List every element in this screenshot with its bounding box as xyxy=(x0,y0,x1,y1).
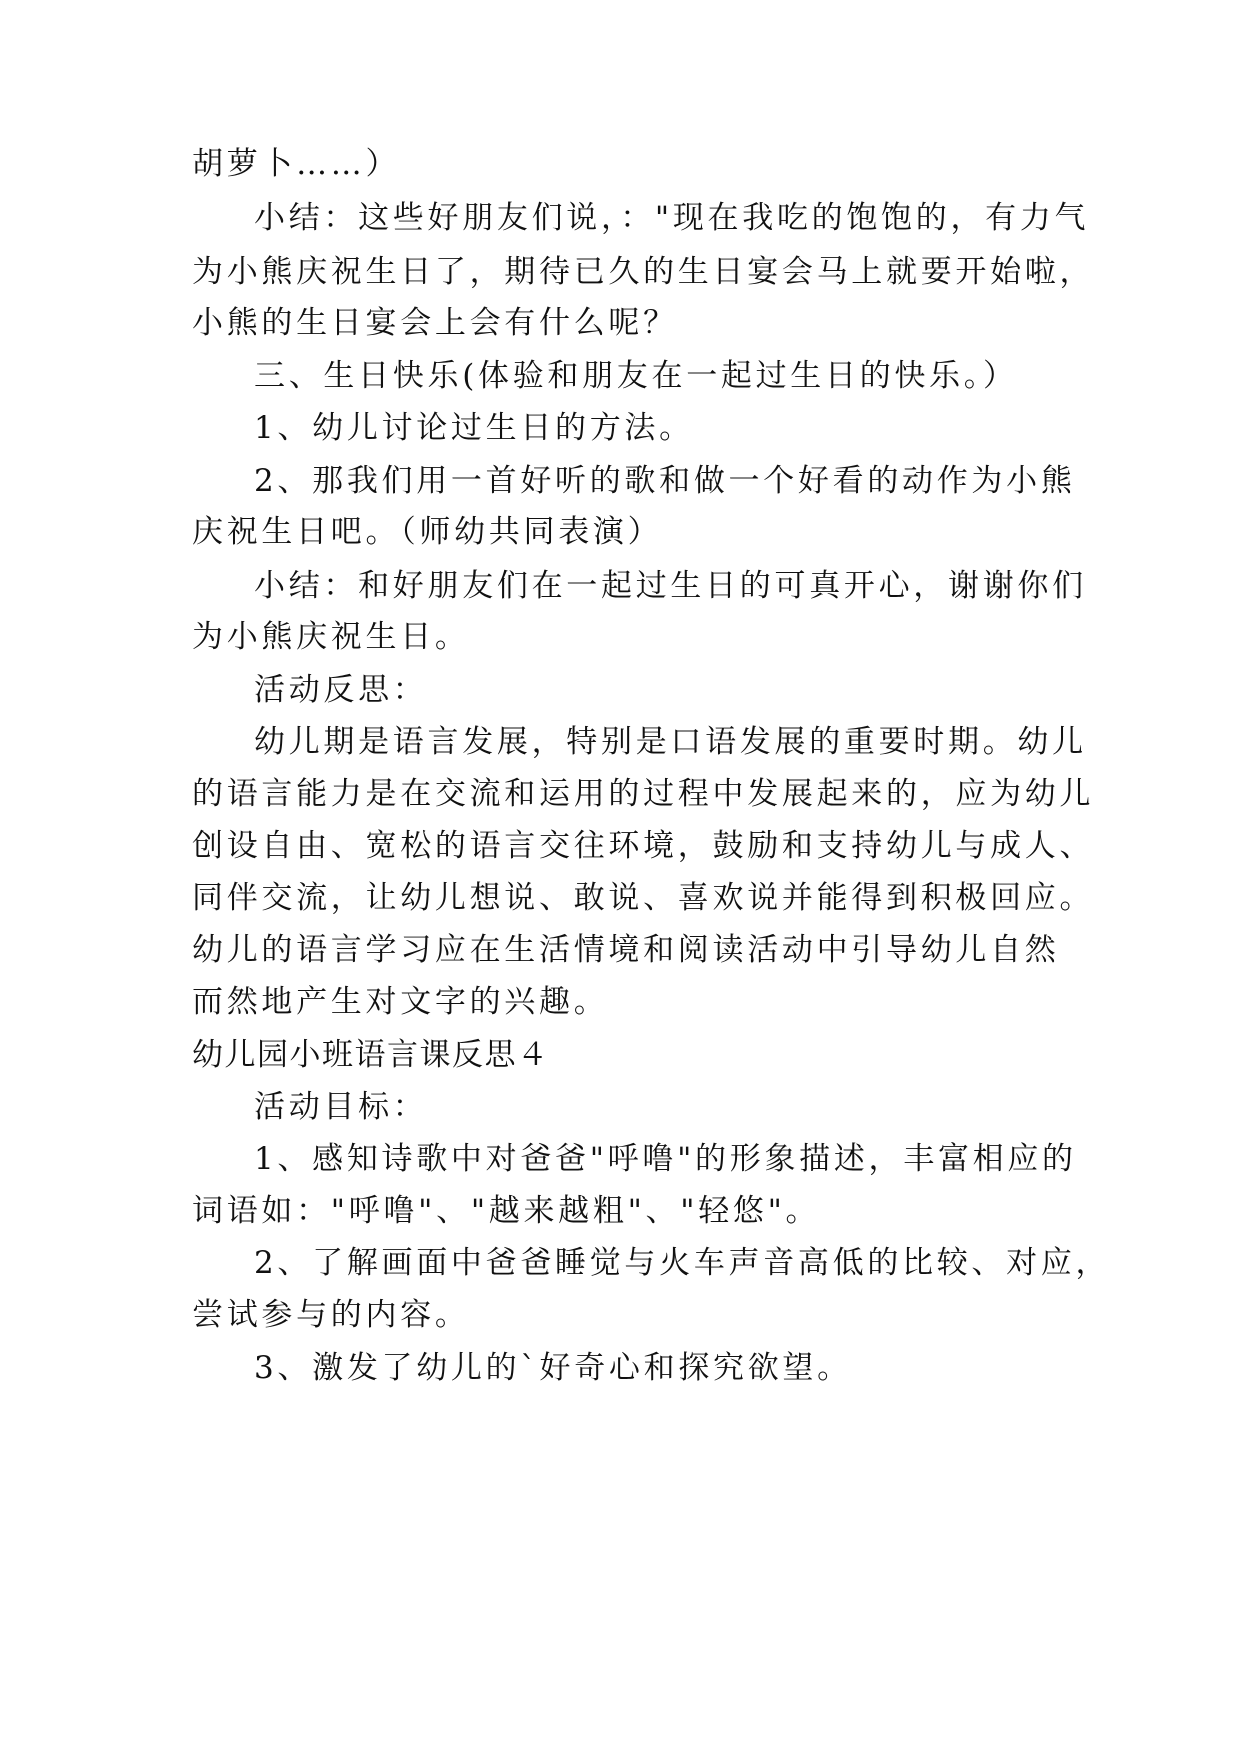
list-item: 2、那我们用一首好听的歌和做一个好看的动作为小熊 xyxy=(254,463,1076,499)
text-line: 庆祝生日吧。（师幼共同表演） xyxy=(192,514,663,550)
text-line: 为小熊庆祝生日。 xyxy=(192,619,470,655)
section-label: 活动反思： xyxy=(254,672,428,708)
paragraph-reflection: 幼儿期是语言发展，特别是口语发展的重要时期。幼儿 xyxy=(254,724,1087,760)
list-item: 2、了解画面中爸爸睡觉与火车声音高低的比较、对应， xyxy=(254,1245,1111,1281)
text-line: 的语言能力是在交流和运用的过程中发展起来的，应为幼儿 xyxy=(192,776,1095,812)
document-heading: 幼儿园小班语言课反思４ xyxy=(192,1037,550,1073)
text-line: 幼儿的语言学习应在生活情境和阅读活动中引导幼儿自然 xyxy=(192,932,1060,968)
text-line: 小熊的生日宴会上会有什么呢？ xyxy=(192,305,678,341)
list-item: 3、激发了幼儿的`好奇心和探究欲望。 xyxy=(254,1350,852,1386)
text-line: 词语如："呼噜"、"越来越粗"、"轻悠"。 xyxy=(192,1193,821,1229)
paragraph-summary: 小结：和好朋友们在一起过生日的可真开心，谢谢你们 xyxy=(254,568,1087,604)
section-heading: 三、生日快乐(体验和朋友在一起过生日的快乐。） xyxy=(254,358,1018,394)
text-line: 尝试参与的内容。 xyxy=(192,1297,470,1333)
paragraph-summary: 小结：这些好朋友们说，："现在我吃的饱饱的，有力气 xyxy=(254,200,1090,236)
section-label: 活动目标： xyxy=(254,1089,428,1125)
text-line: 而然地产生对文字的兴趣。 xyxy=(192,984,609,1020)
text-line: 创设自由、宽松的语言交往环境，鼓励和支持幼儿与成人、 xyxy=(192,828,1095,864)
list-item: 1、感知诗歌中对爸爸"呼噜"的形象描述，丰富相应的 xyxy=(254,1141,1077,1177)
text-line: 为小熊庆祝生日了，期待已久的生日宴会马上就要开始啦， xyxy=(192,254,1095,290)
text-line: 胡萝卜……） xyxy=(192,146,401,182)
list-item: 1、幼儿讨论过生日的方法。 xyxy=(254,410,694,446)
text-line: 同伴交流，让幼儿想说、敢说、喜欢说并能得到积极回应。 xyxy=(192,880,1095,916)
